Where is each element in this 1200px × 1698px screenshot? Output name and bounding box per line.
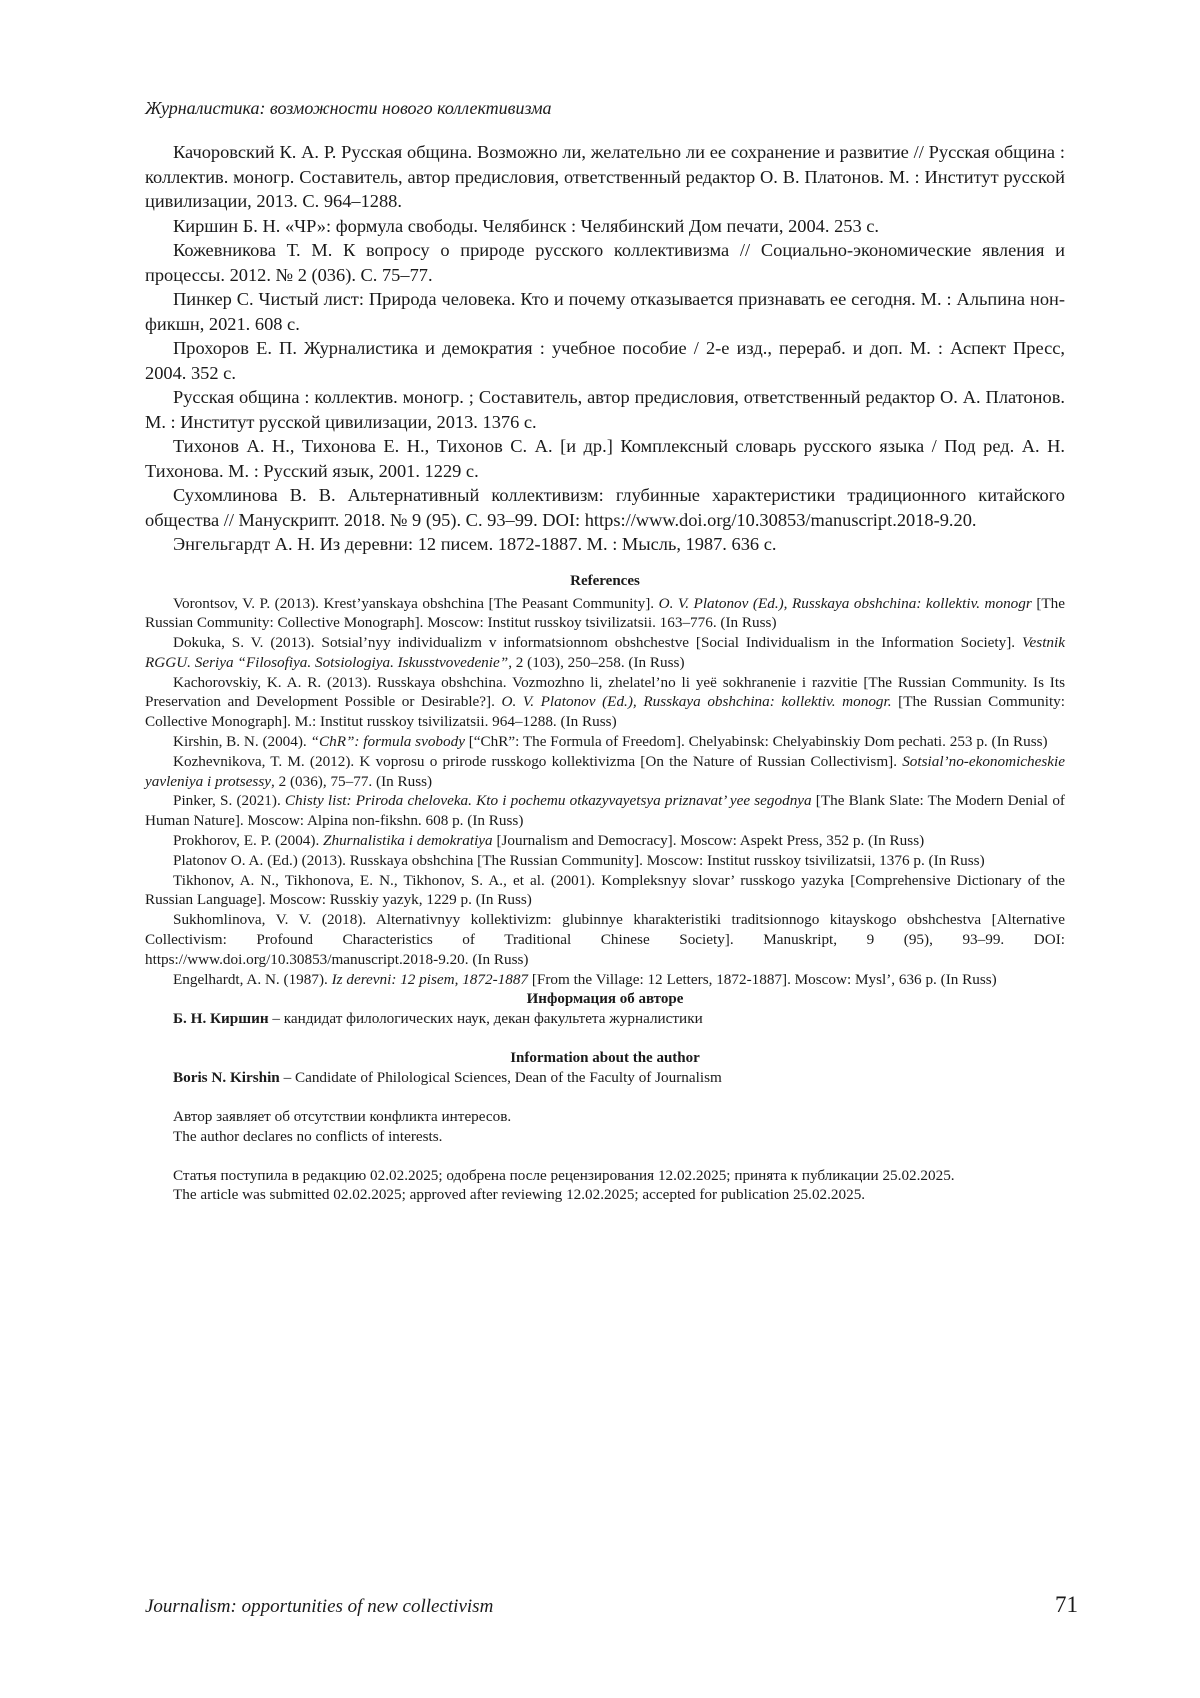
reference-entry-en [145,732,1065,752]
reference-text: [The Russian Community: Collective Monograph]. M.: Institut russkoy tsivilizatsii. 964–1288. (In Russ) [145,693,1065,731]
reference-entry-ru: Тихонов А. Н., Тихонова Е. Н., Тихонов С. А. [и др.] Комплексный словарь русского языка / Под ред. А. Н. Тихонова. М. : Русский язык, 2001. 1229 с. [145,436,1065,481]
english-reference-list [145,594,1065,990]
reference-text: [The Blank Slate: The Modern Denial of Human Nature]. Moscow: Alpina non-fikshn. 608 p. (In Russ) [145,792,1065,830]
reference-italic-title: Chisty list: Priroda cheloveka. Kto i pochemu otkazyvayetsya priznavat’ yee segodnya [284,792,812,810]
russian-reference-list [145,140,1065,557]
author-name-en: Boris N. Kirshin [173,1069,280,1087]
author-info-ru [145,1009,1065,1029]
reference-italic-title: “ChR”: formula svobody [310,733,465,751]
submission-dates-ru: Статья поступила в редакцию 02.02.2025; одобрена после рецензирования 12.02.2025; принята к публикации 25.02.2025. [173,1166,955,1184]
reference-italic-title: O. V. Platonov (Ed.), Russkaya obshchina: kollektiv. monogr. [501,693,892,711]
reference-italic-title: Sotsial’no-ekonomicheskie yavleniya i protsessy [145,752,1065,790]
references-heading: References [570,572,640,589]
reference-entry-ru: Качоровский К. А. Р. Русская община. Возможно ли, желательно ли ее сохранение и развитие // Русская община : коллектив. моногр. Составитель, автор предисловия, ответственный редактор О. В. Платонов. М. : Институт русской цивилизации, 2013. С. 964–1288. [145,142,1065,211]
reference-italic-title: Vestnik RGGU. Seriya “Filosofiya. Sotsiologiya. Iskusstvovedenie” [145,634,1065,671]
reference-entry-ru: Энгельгардт А. Н. Из деревни: 12 писем. 1872-1887. М. : Мысль, 1987. 636 с. [173,534,777,554]
reference-entry-ru: Прохоров Е. П. Журналистика и демократия : учебное пособие / 2-е изд., перераб. и доп. М. : Аспект Пресс, 2004. 352 с. [145,338,1065,383]
reference-entry-ru: Киршин Б. Н. «ЧР»: формула свободы. Челябинск : Челябинский Дом печати, 2004. 253 с. [173,215,880,236]
conflict-statement-en: The author declares no conflicts of interests. [173,1127,443,1145]
reference-text: Engelhardt, A. N. (1987). [173,970,332,988]
reference-entry-ru: Сухомлинова В. В. Альтернативный коллективизм: глубинные характеристики традиционного китайского общества // Манускрипт. 2018. № 9 (95). С. 93–99. DOI: https://www.doi.org/10.30853/manuscript.2018-9.20. [145,485,1065,530]
reference-italic-title: O. V. Platonov (Ed.), Russkaya obshchina: kollektiv. monogr [658,594,1032,612]
reference-text: Vorontsov, V. P. (2013). Krest’yanskaya obshchina [The Peasant Community]. [173,594,659,612]
reference-text: Kozhevnikova, T. M. (2012). K voprosu o prirode russkogo kollektivizma [On the Nature of Russian Collectivism]. [173,752,903,770]
reference-text: [Journalism and Democracy]. Moscow: Aspekt Press, 352 p. (In Russ) [492,832,925,850]
reference-entry-en [145,910,1065,969]
main-content [145,140,1065,1205]
reference-entry-en [145,594,1065,634]
author-description-ru: – кандидат филологических наук, декан факультета журналистики [268,1010,703,1028]
reference-text: Tikhonov, A. N., Tikhonova, E. N., Tikhonov, S. A., et al. (2001). Kompleksnyy slovar’ russkogo yazyka [Comprehensive Dictionary of the Russian Language]. Moscow: Russkiy yazyk, 1229 p. (In Russ) [145,871,1065,909]
author-info-heading-ru: Информация об авторе [526,991,684,1008]
author-info-en [145,1068,1065,1088]
footer-journal-title: Journalism: opportunities of new collectivism [145,1596,494,1617]
reference-text: Prokhorov, E. P. (2004). [173,832,324,850]
running-header: Журналистика: возможности нового коллективизма [145,98,552,118]
reference-italic-title: Zhurnalistika i demokratiya [323,832,493,850]
reference-entry-ru: Пинкер С. Чистый лист: Природа человека. Кто и почему отказывается признавать ее сегодня. М. : Альпина нон-фикшн, 2021. 608 с. [145,289,1065,334]
reference-text: Pinker, S. (2021). [173,792,285,810]
reference-entry-en [145,831,1065,851]
reference-text: [From the Village: 12 Letters, 1872-1887]. Moscow: Mysl’, 636 p. (In Russ) [528,970,997,988]
reference-text: Platonov O. A. (Ed.) (2013). Russkaya obshchina [The Russian Community]. Moscow: Institut russkoy tsivilizatsii, 1376 p. (In Russ) [173,851,985,869]
author-name-ru: Б. Н. Киршин [173,1010,269,1028]
author-info-heading-en: Information about the author [510,1050,700,1067]
reference-italic-title: Iz derevni: 12 pisem, 1872-1887 [331,970,529,988]
reference-text: Kirshin, B. N. (2004). [173,733,311,751]
reference-text: , 2 (103), 250–258. (In Russ) [508,653,685,671]
reference-entry-ru: Кожевникова Т. М. К вопросу о природе русского коллективизма // Социально-экономические явления и процессы. 2012. № 2 (036). С. 75–77. [145,240,1065,285]
reference-text: Dokuka, S. V. (2013). Sotsial’nyy individualizm v informatsionnom obshchestve [Social Individualism in the Information Society]. [173,634,1022,652]
reference-text: [“ChR”: The Formula of Freedom]. Chelyabinsk: Chelyabinskiy Dom pechati. 253 p. (In Russ) [464,733,1048,751]
reference-text: , 2 (036), 75–77. (In Russ) [270,772,433,790]
conflict-statement-ru: Автор заявляет об отсутствии конфликта интересов. [173,1108,512,1126]
reference-entry-en [145,851,1065,871]
page-number: 71 [1055,1592,1078,1617]
reference-entry-en [145,673,1065,732]
reference-entry-ru: Русская община : коллектив. моногр. ; Составитель, автор предисловия, ответственный редактор О. А. Платонов. М. : Институт русской цивилизации, 2013. 1376 с. [145,387,1065,432]
submission-dates-en: The article was submitted 02.02.2025; approved after reviewing 12.02.2025; accepted for publication 25.02.2025. [173,1186,866,1204]
reference-entry-en [145,791,1065,831]
reference-entry-en [145,871,1065,911]
reference-text: Sukhomlinova, V. V. (2018). Alternativnyy kollektivizm: glubinnye kharakteristiki traditsionnogo kitayskogo obshchestva [Alternative Collectivism: Profound Characteristics of Traditional Chinese Society]. Manuskript, 9 (95), 93–99. DOI: https://www.doi.org/10.30853/manuscript.2018-9.20. (In Russ) [145,911,1065,968]
author-description-en: – Candidate of Philological Sciences, Dean of the Faculty of Journalism [279,1069,722,1087]
reference-entry-en [145,633,1065,673]
reference-text: [The Russian Community: Collective Monograph]. Moscow: Institut russkoy tsivilizatsii. 163–776. (In Russ) [145,594,1065,632]
reference-text: Kachorovskiy, K. A. R. (2013). Russkaya obshchina. Vozmozhno li, zhelatel’no li yeё sokhranenie i razvitie [The Russian Community. Is Its Preservation and Development Possible or Desirable?]. [145,673,1065,711]
reference-entry-en [145,970,1065,990]
reference-entry-en [145,752,1065,792]
